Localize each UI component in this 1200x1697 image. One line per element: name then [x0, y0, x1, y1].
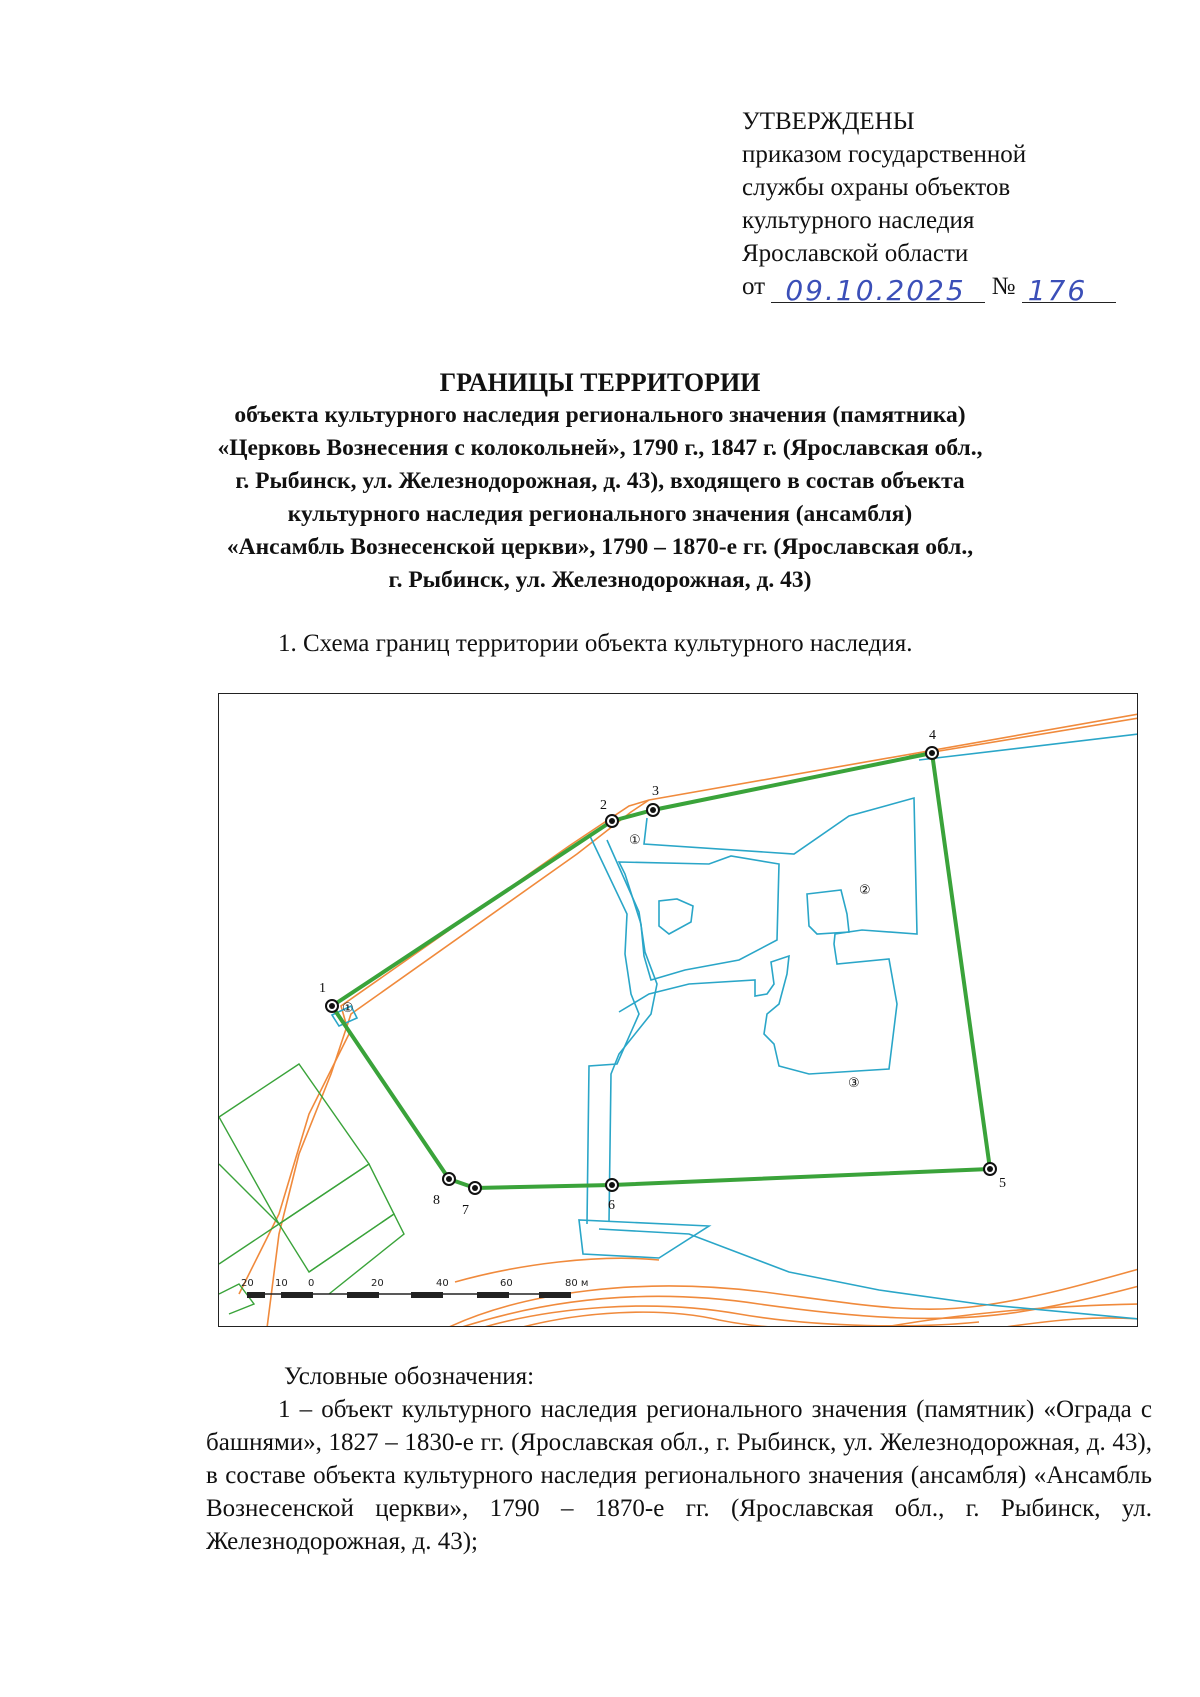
- point-label: 6: [608, 1198, 615, 1213]
- approval-date-row: [742, 270, 1116, 307]
- point-label: 7: [462, 1203, 469, 1218]
- title-line: г. Рыбинск, ул. Железнодорожная, д. 43), входящего в состав объекта: [235, 468, 965, 494]
- map-drawing: [219, 694, 1138, 1327]
- scale-label: 20: [371, 1278, 384, 1289]
- boundary-point-marker: [647, 804, 659, 816]
- scale-label: 10: [275, 1278, 288, 1289]
- point-label: 3: [652, 784, 659, 799]
- scale-label: 20: [241, 1278, 254, 1289]
- approval-block: [742, 105, 1116, 307]
- approval-line: приказом государственной: [742, 141, 1027, 168]
- legend-item: 1 – объект культурного наследия регионального значения (памятник) «Ограда с башнями», 1827 – 1830-е гг. (Ярославская обл., г. Рыбинск, ул. Железнодорожная, д. 43), в составе объекта культурного наследия регионального значения (ансамбля) «Ансамбль Вознесенской церкви», 1790 – 1870-е гг. (Ярославская обл., г. Рыбинск, ул. Железнодорожная, д. 43);: [206, 1396, 1152, 1555]
- document-title: [140, 366, 1060, 597]
- scale-bar: [241, 1278, 588, 1298]
- buildings: [332, 734, 1138, 1319]
- object-label: ①: [629, 833, 641, 848]
- boundary-point-marker: [606, 815, 618, 827]
- scale-label: 40: [436, 1278, 449, 1289]
- contour-lines: [239, 714, 1138, 1327]
- title-line: г. Рыбинск, ул. Железнодорожная, д. 43): [388, 567, 812, 593]
- approval-line: Ярославской области: [742, 240, 969, 267]
- point-label: 4: [929, 728, 936, 743]
- point-label: 2: [600, 798, 607, 813]
- title-line: «Ансамбль Вознесенской церкви», 1790 – 1870-е гг. (Ярославская обл.,: [226, 534, 974, 560]
- title-line: культурного наследия регионального значения (ансамбля): [287, 501, 913, 527]
- boundary-point-marker: [443, 1173, 455, 1185]
- approval-line: культурного наследия: [742, 207, 975, 234]
- legend: [206, 1360, 1152, 1558]
- date-line: [771, 274, 985, 307]
- point-label: 5: [999, 1176, 1006, 1191]
- title-line: объекта культурного наследия регионального значения (памятника): [234, 402, 966, 428]
- approval-line: службы охраны объектов: [742, 174, 1011, 201]
- date-prefix: от: [742, 273, 766, 300]
- number-line: [1022, 274, 1116, 307]
- boundary-point-marker: [926, 747, 938, 759]
- number-prefix: №: [991, 273, 1016, 300]
- approval-heading: УТВЕРЖДЕНЫ: [742, 108, 915, 135]
- boundary-point-marker: [984, 1163, 996, 1175]
- scale-label: 0: [308, 1278, 315, 1289]
- object-label: ③: [848, 1076, 860, 1091]
- boundary-map: [218, 693, 1138, 1327]
- title-heading: ГРАНИЦЫ ТЕРРИТОРИИ: [439, 368, 761, 397]
- handwritten-number: 176: [1027, 274, 1088, 307]
- boundary-points: [326, 747, 996, 1194]
- neighbor-parcels: [219, 1064, 404, 1314]
- object-label: ①: [342, 1001, 354, 1016]
- scale-label: 80 м: [565, 1278, 589, 1289]
- boundary-point-marker: [606, 1179, 618, 1191]
- legend-heading: Условные обозначения:: [284, 1363, 535, 1390]
- object-label: ②: [859, 883, 871, 898]
- handwritten-date: 09.10.2025: [785, 274, 966, 307]
- scale-label: 60: [500, 1278, 513, 1289]
- point-label: 8: [433, 1193, 440, 1208]
- point-label: 1: [319, 981, 326, 996]
- boundary-point-marker: [469, 1182, 481, 1194]
- section-title: 1. Схема границ территории объекта культурного наследия.: [278, 630, 913, 657]
- title-line: «Церковь Вознесения с колокольней», 1790 г., 1847 г. (Ярославская обл.,: [217, 435, 983, 461]
- boundary-point-marker: [326, 1000, 338, 1012]
